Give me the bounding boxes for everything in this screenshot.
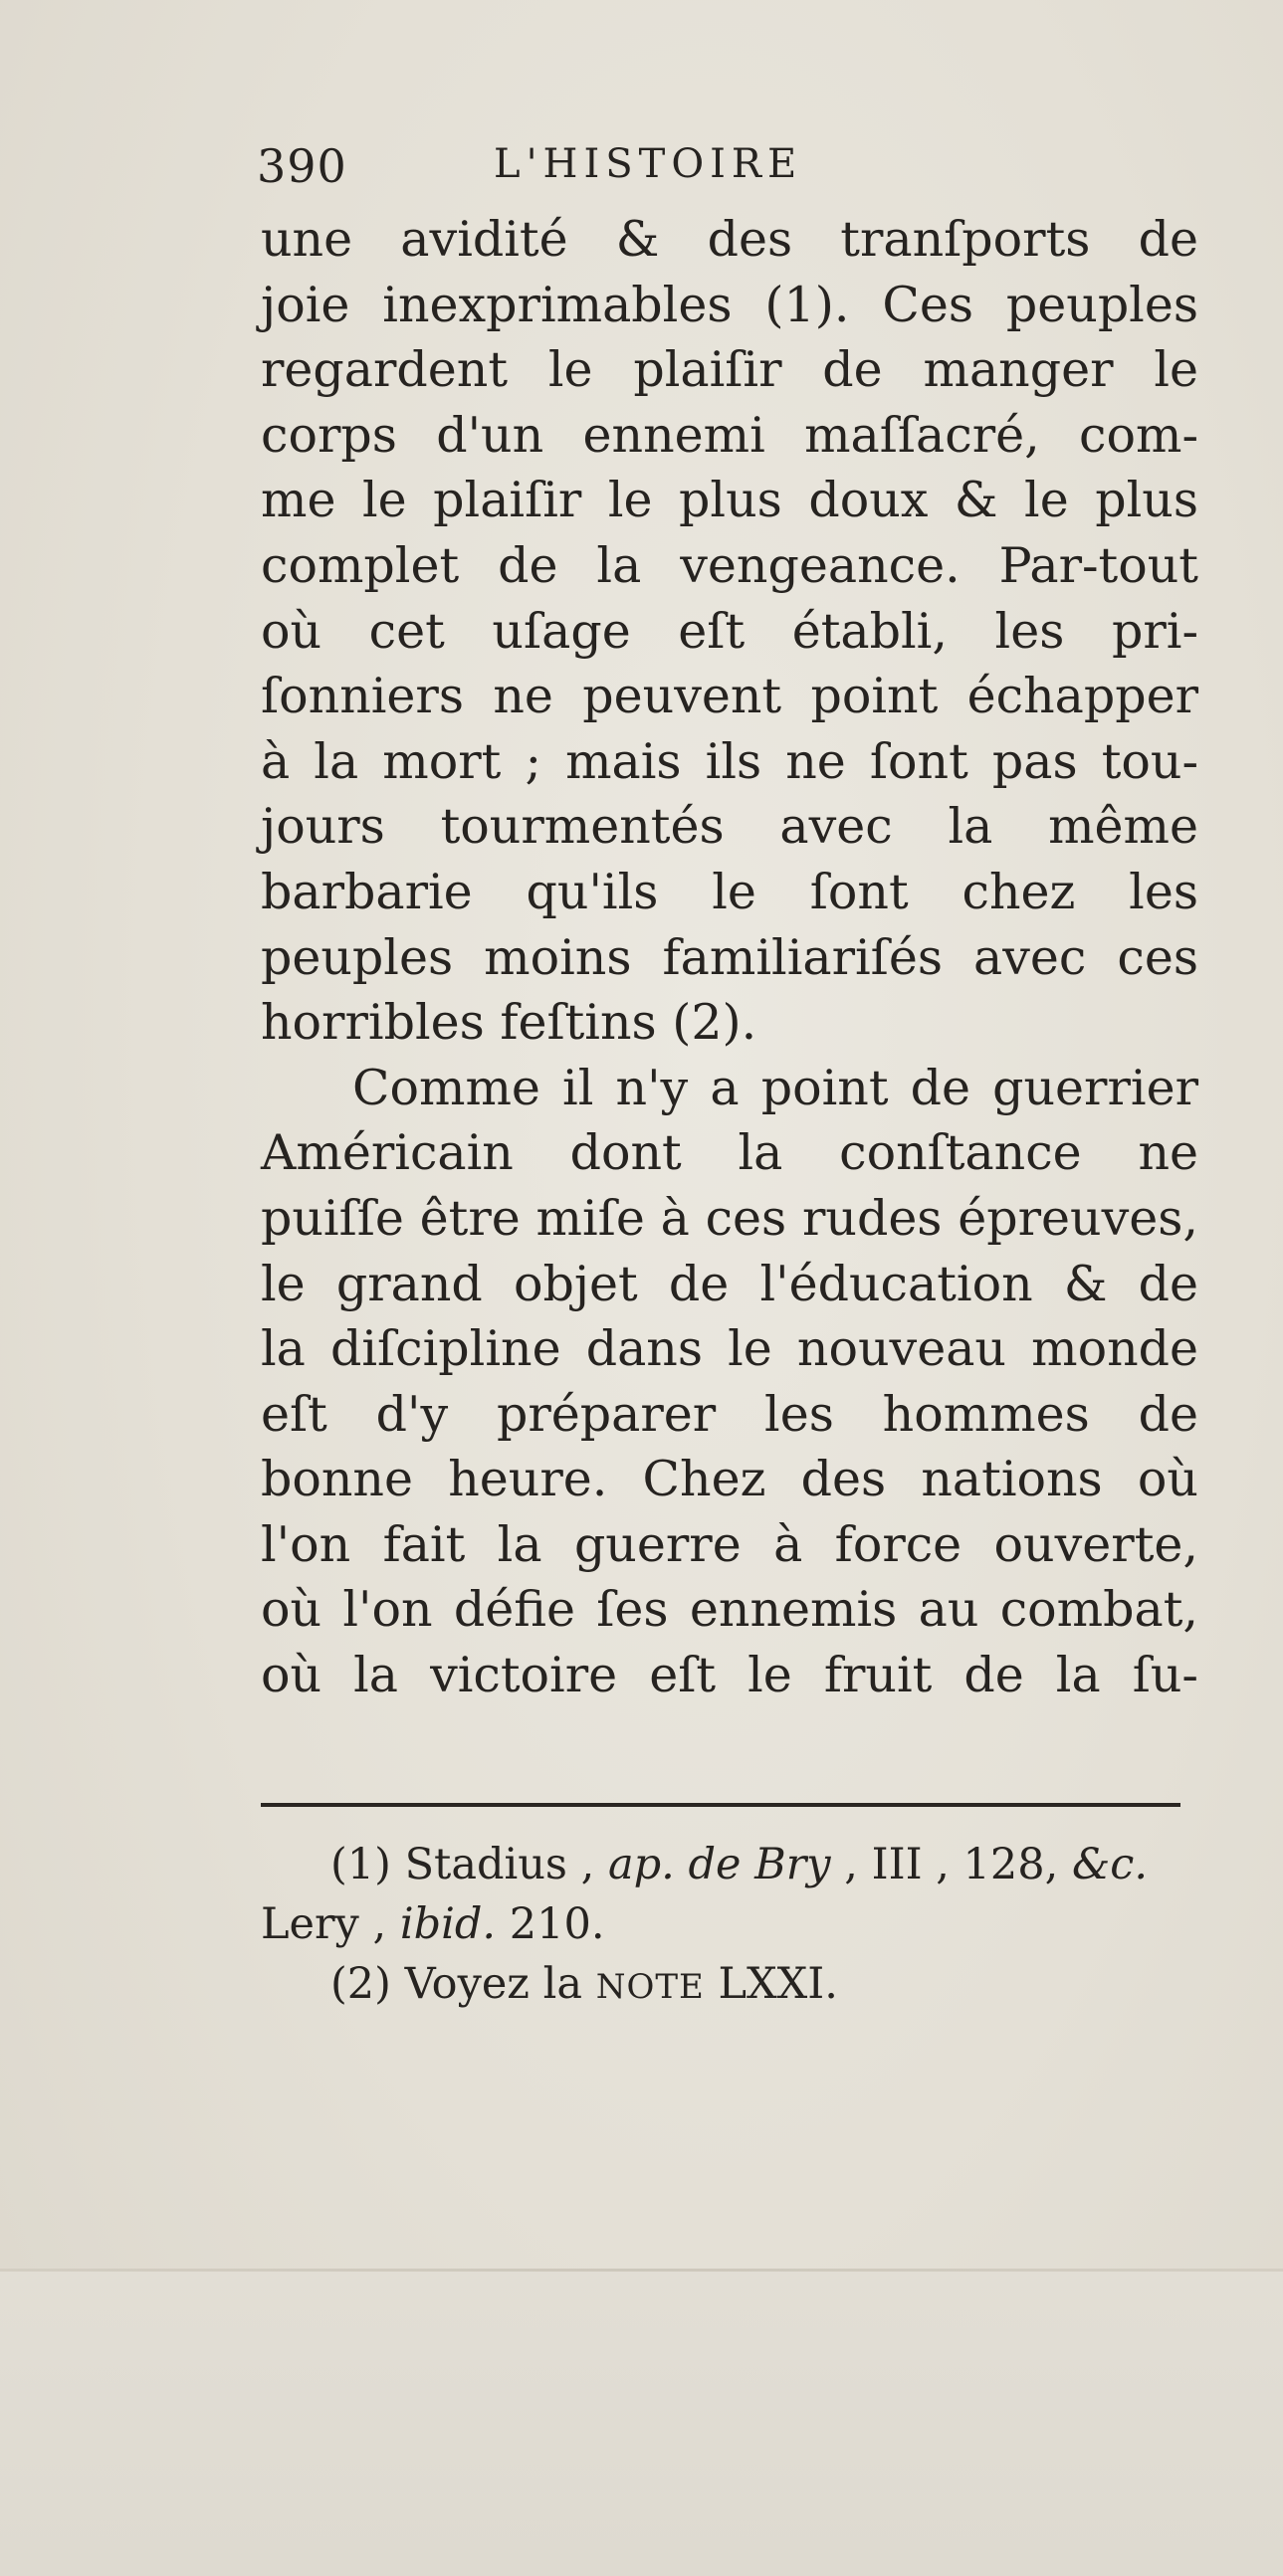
text-line: à la mort ; mais ils ne ſont pas tou- xyxy=(261,732,1198,790)
footnote-2-number: LXXI. xyxy=(704,1959,838,2009)
text-line: la diſcipline dans le nouveau monde xyxy=(261,1320,1198,1378)
text-line: le grand objet de l'éducation & de xyxy=(261,1255,1198,1312)
text-line: regardent le plaiſir de manger le xyxy=(261,341,1198,399)
text-line: corps d'un ennemi maſſacré, com- xyxy=(261,406,1198,464)
footnote-2-marker: (2) Voyez la xyxy=(330,1959,596,2009)
text-line: Américain dont la conſtance ne xyxy=(261,1124,1198,1182)
page-number: 390 xyxy=(257,139,347,193)
running-title: L'HISTOIRE xyxy=(494,141,803,187)
text-line: joie inexprimables (1). Ces peuples xyxy=(261,276,1198,333)
footnote-divider xyxy=(261,1803,1180,1807)
text-line-paragraph-start: Comme il n'y a point de guerrier xyxy=(352,1059,1198,1116)
page-header xyxy=(257,139,954,205)
footnote-1-ibid: ibid. xyxy=(399,1899,497,1949)
text-line: jours tourmentés avec la même xyxy=(261,798,1198,856)
footnote-1 xyxy=(261,1835,1216,1894)
footnote-1-continued xyxy=(261,1894,1216,1954)
footnote-1-page: 210. xyxy=(496,1899,605,1949)
footnote-1-marker: (1) Stadius , xyxy=(330,1840,608,1889)
text-line: complet de la vengeance. Par-tout xyxy=(261,536,1198,594)
text-line: bonne heure. Chez des nations où xyxy=(261,1451,1198,1508)
footnote-1-cont: Lery , xyxy=(261,1899,400,1949)
text-line: où cet uſage eſt établi, les pri- xyxy=(261,602,1198,660)
footnote-1-rest: , III , 128, xyxy=(830,1840,1072,1889)
text-line: où l'on défie ſes ennemis au combat, xyxy=(261,1581,1198,1639)
text-line: puiſſe être miſe à ces rudes épreuves, xyxy=(261,1189,1198,1247)
text-line: une avidité & des tranſports de xyxy=(261,211,1198,268)
footnote-1-etc: &c. xyxy=(1071,1840,1149,1889)
lower-page-area xyxy=(0,2272,1283,2576)
footnote-1-ref: ap. de Bry xyxy=(608,1840,831,1889)
text-line: eſt d'y préparer les hommes de xyxy=(261,1385,1198,1443)
text-line: l'on fait la guerre à force ouverte, xyxy=(261,1515,1198,1573)
text-line: barbarie qu'ils le ſont chez les xyxy=(261,863,1198,920)
text-line: peuples moins familiariſés avec ces xyxy=(261,928,1198,986)
body-text xyxy=(261,207,1198,1708)
text-line-paragraph-end: horribles feſtins (2). xyxy=(261,994,757,1052)
footnote-2-note-word: NOTE xyxy=(595,1967,705,2007)
text-line: me le plaiſir le plus doux & le plus xyxy=(261,472,1198,529)
text-line: ſonniers ne peuvent point échapper xyxy=(261,668,1198,725)
footnote-2 xyxy=(261,1954,1216,2014)
text-line: où la victoire eſt le fruit de la ſu- xyxy=(261,1647,1198,1704)
footnotes xyxy=(261,1835,1216,2014)
